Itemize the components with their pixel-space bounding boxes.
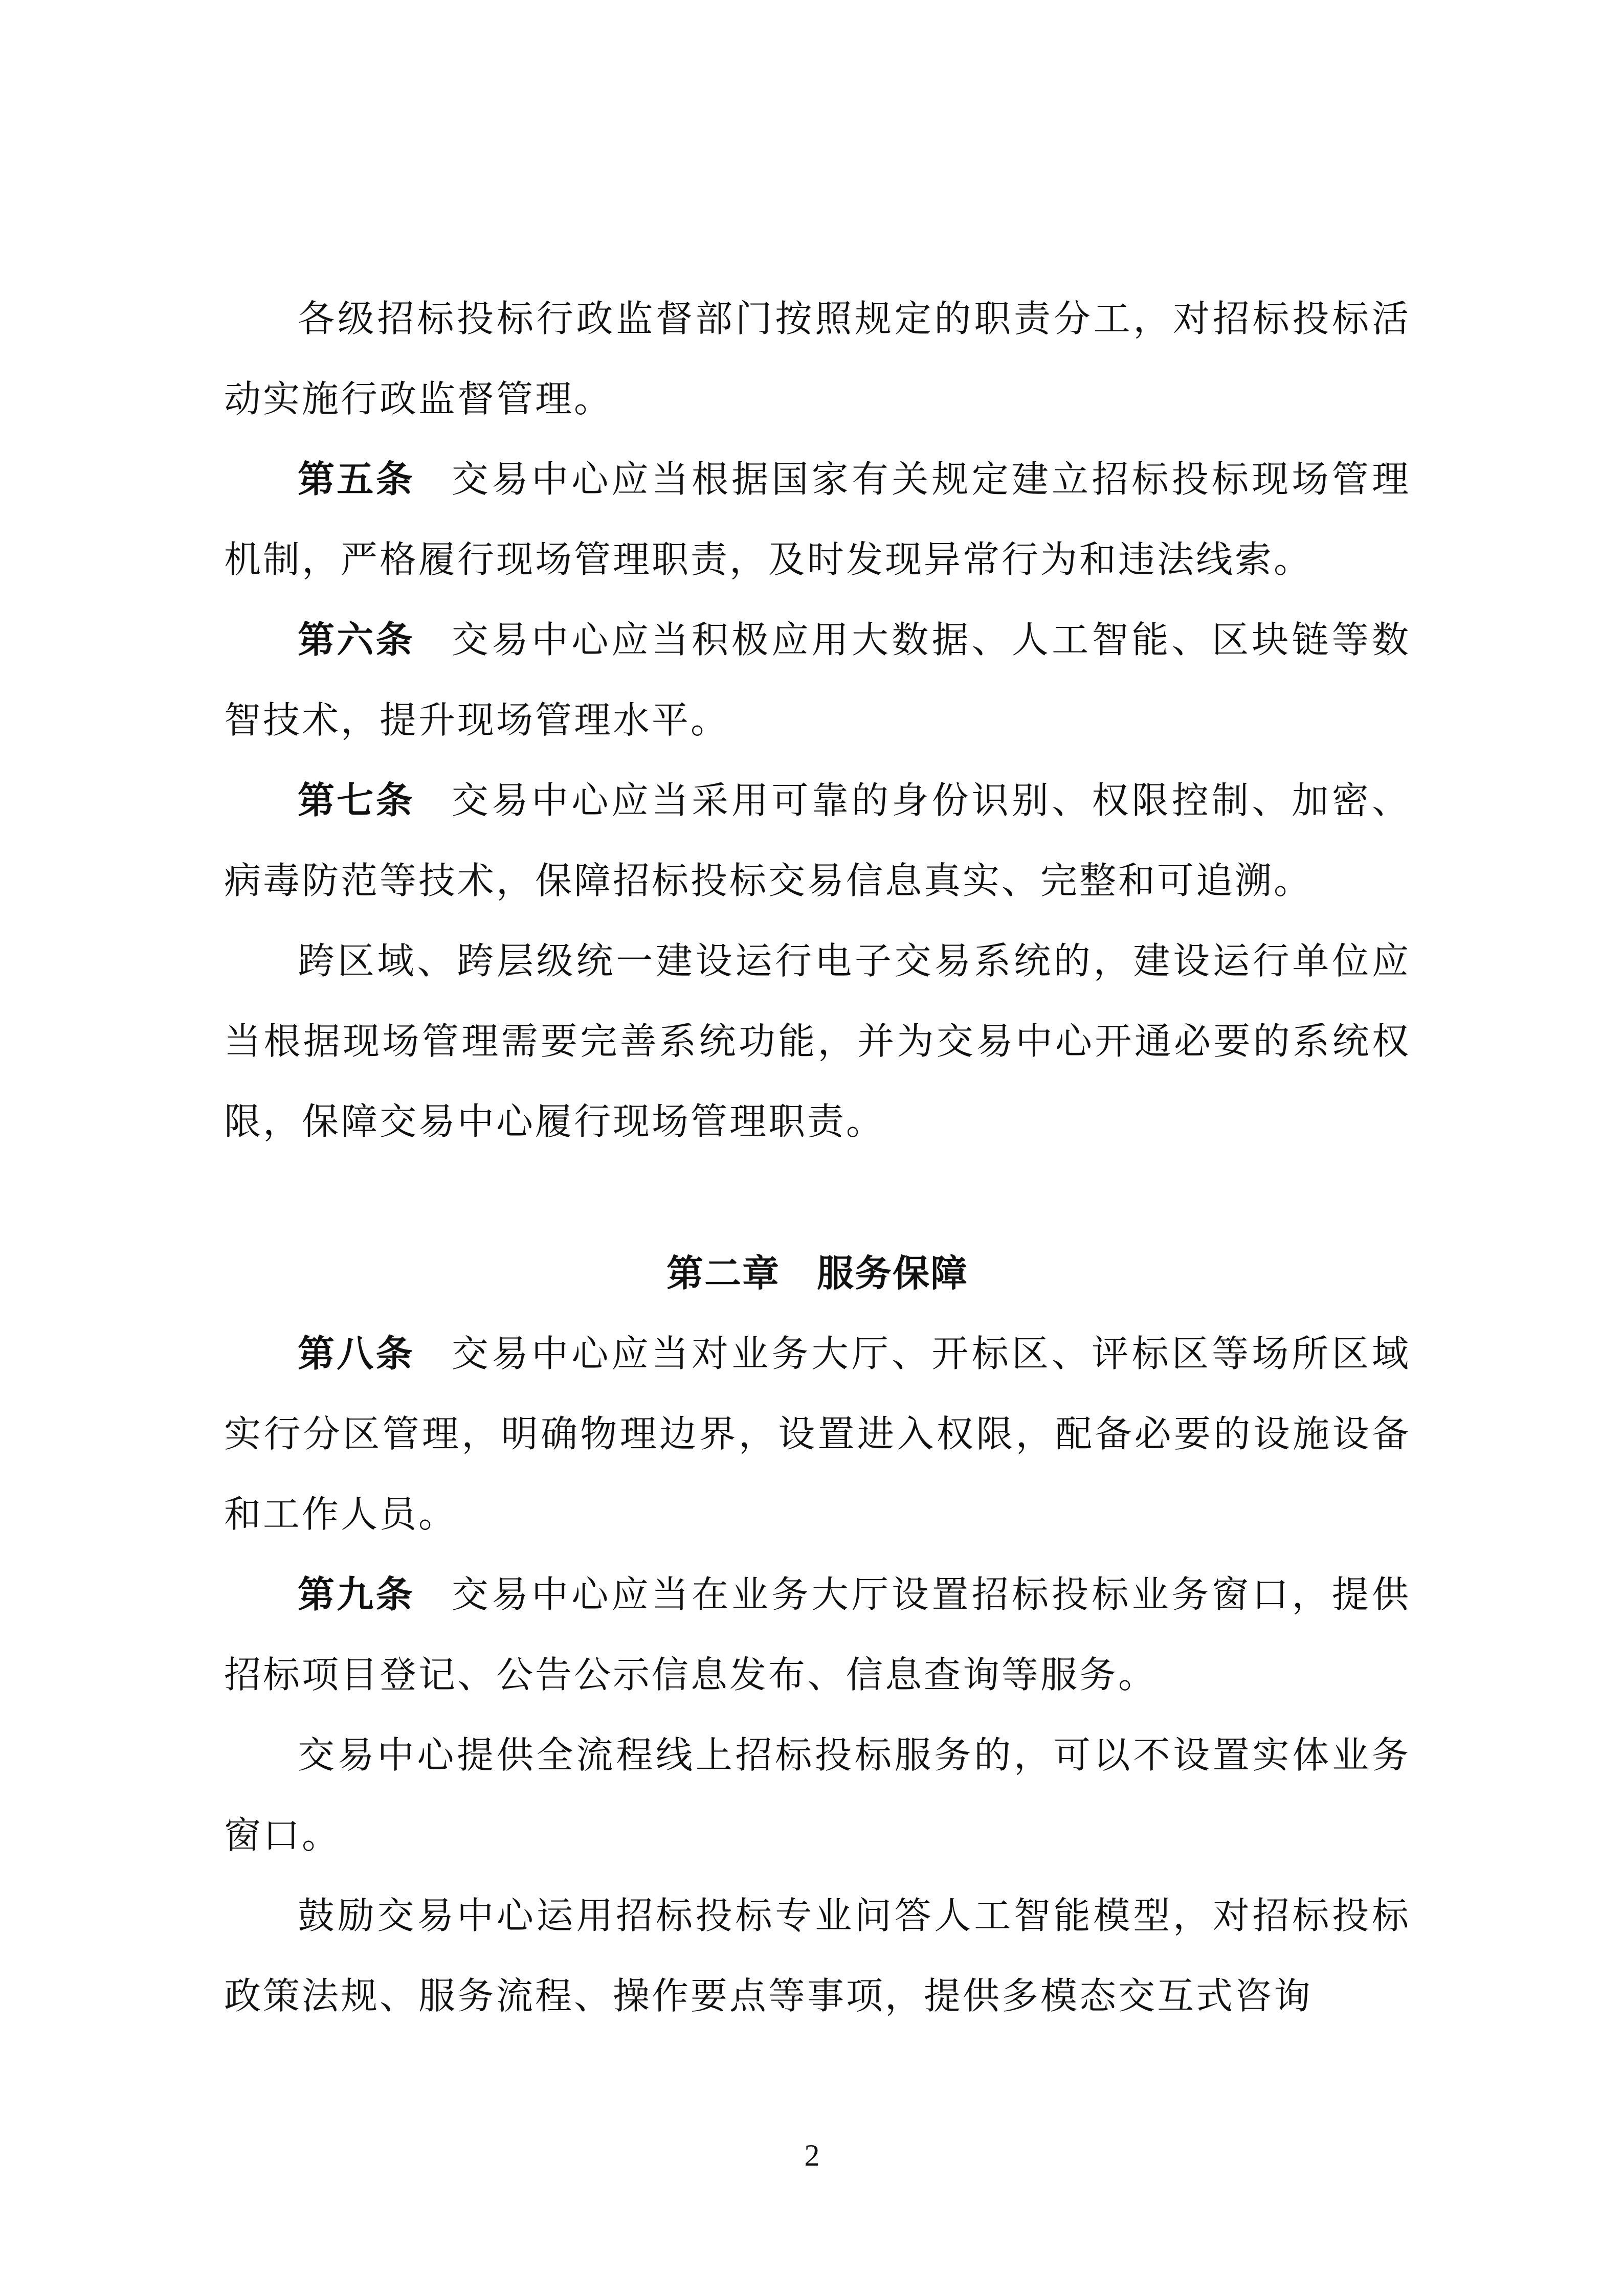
paragraph-text: 鼓励交易中心运用招标投标专业问答人工智能模型，对招标投标政策法规、服务流程、操作要点等事项，提供多模态交互式咨询 (224, 1894, 1411, 2017)
article-number: 第九条 (298, 1573, 415, 1616)
article-6 (224, 600, 1411, 760)
article-number: 第七条 (298, 779, 415, 822)
article-number: 第六条 (298, 618, 415, 661)
article-8 (224, 1314, 1411, 1555)
paragraph-text: 各级招标投标行政监督部门按照规定的职责分工，对招标投标活动实施行政监督管理。 (224, 297, 1411, 420)
chapter-number: 第二章 (666, 1252, 780, 1295)
article-text: 交易中心应当采用可靠的身份识别、权限控制、加密、病毒防范等技术，保障招标投标交易信息真实、完整和可追溯。 (224, 779, 1411, 902)
article-7 (224, 760, 1411, 921)
paragraph (224, 1876, 1411, 2036)
document-body (224, 279, 1411, 2036)
chapter-heading (224, 1233, 1411, 1314)
page-number: 2 (804, 2139, 820, 2172)
article-5 (224, 439, 1411, 600)
paragraph-text: 交易中心提供全流程线上招标投标服务的，可以不设置实体业务窗口。 (224, 1734, 1411, 1857)
article-9 (224, 1555, 1411, 1715)
article-text: 交易中心应当对业务大厅、开标区、评标区等场所区域实行分区管理，明确物理边界，设置进入权限，配备必要的设施设备和工作人员。 (224, 1332, 1411, 1536)
article-text: 交易中心应当根据国家有关规定建立招标投标现场管理机制，严格履行现场管理职责，及时发现异常行为和违法线索。 (224, 458, 1411, 581)
article-text: 交易中心应当在业务大厅设置招标投标业务窗口，提供招标项目登记、公告公示信息发布、信息查询等服务。 (224, 1573, 1411, 1696)
paragraph-text: 跨区域、跨层级统一建设运行电子交易系统的，建设运行单位应当根据现场管理需要完善系统功能，并为交易中心开通必要的系统权限，保障交易中心履行现场管理职责。 (224, 939, 1411, 1143)
paragraph (224, 921, 1411, 1162)
article-text: 交易中心应当积极应用大数据、人工智能、区块链等数智技术，提升现场管理水平。 (224, 618, 1411, 741)
paragraph (224, 279, 1411, 439)
chapter-title: 服务保障 (817, 1252, 969, 1295)
article-number: 第五条 (298, 458, 415, 501)
article-number: 第八条 (298, 1332, 415, 1375)
paragraph (224, 1715, 1411, 1876)
